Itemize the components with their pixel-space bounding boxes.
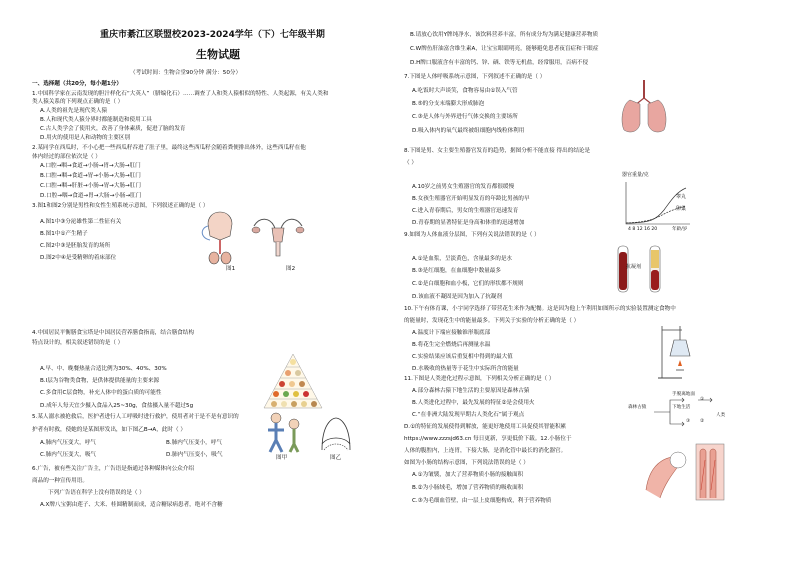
option-a: A.部分森林古猿下地生活的主要原因是森林古猿 [412,388,530,394]
calorimeter-apparatus [652,320,708,382]
small-intestine-diagram [640,440,730,504]
diagram-label: ② [700,419,705,424]
figure-label: 图2 [286,266,296,272]
option-a: A.10岁之前男女生殖器官的发育都很缓慢 [412,184,515,190]
question-stem: 1.中国科学家在云南发现的胆汁样化石“大英人”（腊编化石）……调查了人和类人猿相似的特性、人类起源，有关人类和 [32,91,329,97]
page-title: 重庆市綦江区联盟校2023-2024学年（下）七年级半期 [100,30,325,40]
diaphragm-diagram [318,414,354,454]
option-b: B.将花生完全燃烧后再测量水温 [412,342,491,348]
question-stem: 10.下午有体育课，小宇同学选择了带营花生米作为配餐。这是因为他上午利用如图所示的实验装置测定食物中 [404,306,676,312]
question-stem: 9.如图为人体血液分层图，下列有关说法错误的是（ ） [404,232,540,238]
page-subtitle: 生物试题 [196,48,240,61]
option-a: A.温度计下端应接触锥形瓶底部 [412,330,491,336]
question-stem: 如图为小肠的结构示意图，下列说法错误的是（ ） [404,460,529,466]
option-b: B.人和现代类人猿分界时都能制造和使用工具 [40,117,152,123]
question-stem: 类人猿关系的下列观点正确的是（ ） [32,99,124,105]
diagram-label: ③ [686,419,691,424]
question-stem: 体内经过的部位依次是（ ） [32,154,101,160]
option-b: B.肺内气压变小，呼气 [166,440,222,446]
option-d: D.①的特征的发展使得到解放，能更好地使用工具促使其智能积累 [404,424,567,430]
tube-label: 抗凝剂 [626,264,642,270]
question-stem: 的能量时，发现花生中的能量最多。下列关于实验的分析正确的是（ ） [404,318,580,324]
respiratory-system-diagram [616,78,672,136]
option-d: D.成年人每天宜少摄入食品入25~30g，食盐摄入量不超过5g [40,403,194,409]
option-b: B.女孩生殖器官开始明显发育的年龄比男孩的早 [412,196,530,202]
diagram-label: ① [700,397,705,402]
option-b: B.口腔→咽→食道→胃→小肠→大肠→肛门 [40,173,141,179]
chart-x-title: 年龄/岁 [672,227,688,232]
option-c: C.实验结果应该后重复相中得到的最大值 [412,354,513,360]
option-d: D.水吸收的热量等于花生中实际所含的能量 [412,366,519,372]
option-a: A.口腔→咽→食道→小肠→胃→大肠→肛门 [40,163,141,169]
chart-y-title: 器官重量/克 [622,172,649,178]
chart-x-ticks: 4 8 12 16 20 [628,227,658,232]
question-stem: 11.下图是人类进化过程示意图，下列相关分析正确的是（ ） [404,376,555,382]
question-stem: 8.下图是男、女主要生殖器官发育的趋势，据图分析不能直接 得出的结论是 [404,148,591,154]
option-d: D.用火的使用是人和动物的主要区别 [40,135,130,141]
question-stem: 人体的腹腔内，上连胃，下接大肠，是消化管中最长的消化器官。 [404,448,567,454]
option-c: C.图2中③是胚胎发育的场所 [40,243,111,249]
figure-label: 图1 [226,266,236,272]
male-reproductive-diagram [190,208,250,270]
option-d: D.H牌口服液含有丰富的钙、锌、硒、铁等无机盐，经常服用，百病不侵 [410,60,589,66]
option-b: B.⑤的分支末端膨大形成肺泡 [412,101,485,107]
option-c: C.③是人体与外界进行气体交换的主要场所 [412,114,518,120]
series-label-ovary: 卵巢 [676,206,687,212]
footer-url-line: https://www.zzzsjd63.cn 每日更新，享更低价下载。12.小肠位于 [404,436,572,442]
option-d: D.吸入体内的氧气最终被组细胞内线粒体利用 [412,128,525,134]
option-a: A.人类的祖先是现代类人猿 [40,108,108,114]
option-c: C.W牌鱼肝油富含维生素A，让宝宝眼睛明亮，能够避免患者夜盲症和干眼症 [410,46,599,52]
option-c: C.古人类学会了使用火，改善了身体素质，促进了脑的发育 [40,126,186,132]
option-a: A.吃饭时大声谈笑，食物容易由①误入气管 [412,88,518,94]
question-stem: 4.中国居民平衡膳食宝塔是中国居民营养膳食指南，结合膳食结构 [32,330,194,336]
option-a: A.①是血浆，呈淡黄色，含量最多的是水 [412,256,513,262]
diagram-label: 手脱离地面 [672,392,695,397]
option-d: D.图2中④是受精卵的着床部位 [40,255,117,261]
series-label-testis: 睾丸 [676,194,687,200]
cpr-illustration [258,410,308,454]
option-c: C.进入青春期后，男女的生殖器官迅速发育 [412,208,519,214]
option-a: A.①为皱襞，加大了营养物质小肠的接触面积 [412,472,524,478]
option-c: C.③为毛细血管壁，由一层上皮细胞构成，利于营养物质 [412,498,552,504]
option-a: A.X牌八宝粥由莲子、大米、桂圆精制而成，适合糖尿病患者，绝对不含糖 [40,502,223,508]
question-stem: 3.图1和图2分别是男性和女性生殖系统示意图，下列叙述正确的是（ ） [32,203,209,209]
option-b: B.Ⅰ层为谷物类食物，是供体提供能量的主要来源 [40,378,160,384]
option-d: D.青春期的显著特征是身高和体重的迅速增加 [412,220,525,226]
question-stem: 6.广告，被有些关注广告主，广告语是指通过各种媒体向公众介绍 [32,466,194,472]
question-stem: 7.下图是人体呼吸系统示意图，下列叙述不正确的是（ ） [404,74,546,80]
option-a: A.早、中、晚餐热量合适比例为30%、40%、30% [40,366,167,372]
section-title: 一、选择题（共20分，每小题1分） [32,81,122,87]
diagram-label: 下地生活 [672,405,691,410]
option-b: B.③是红细胞，在血细胞中数量最多 [412,268,501,274]
option-c: C.肺内气压变大，吸气 [40,452,97,458]
option-d: D.口腔→咽→食道→胃→大肠→小肠→肛门 [40,193,142,199]
question-sub: 下列广告语在科学上没有错误的是（ ） [48,490,145,496]
option-b: B.人类进化过程中，最先发展的特征②是会使用火 [412,400,535,406]
option-d: D.该血液不凝固是因为加入了抗凝剂 [412,294,502,300]
option-c: C.“在非洲大陆发现早期古人类化石”属于观点 [412,412,525,418]
exam-info: （考试时间：生物合堂90分钟 满分：50分） [130,70,242,76]
option-a: A.肺内气压变大，呼气 [40,440,96,446]
figure-label: 图乙 [330,455,342,461]
answer-paren: （ ） [404,160,417,166]
question-stem: 商品的一种宣传用语。 [32,478,88,484]
option-c: C.②是白细胞和血小板，它们的形状都不规则 [412,281,524,287]
diagram-label: 人类 [716,413,726,418]
evolution-flow-diagram [640,392,720,432]
figure-label: 图甲 [276,455,288,461]
option-c: C.多食用C层食物，补充人体中的蛋白质的可能性 [40,390,162,396]
option-b: B.②为小肠绒毛，增加了营养物质的吸收面积 [412,485,524,491]
option-b: B.请放心饮用Y牌纯净水，该饮料营养丰富，所有成分均为满足健康营养物质 [410,32,599,38]
option-b: B.图1中①产生精子 [40,231,88,237]
question-stem: 2.某同学在西瓜时，不小心把一些西瓜籽吞进了肚子里，最终这些西瓜籽会随着粪便排出体外，这些西瓜籽在他 [32,145,306,151]
option-a: A.图1中③分泌雄性第二性征有关 [40,219,122,225]
female-reproductive-diagram [250,212,306,262]
food-pyramid-diagram [262,352,324,410]
option-c: C.口腔→咽→肝脏→小肠→胃→大肠→肛门 [40,183,141,189]
organ-growth-chart [620,180,694,230]
option-d: D.肺内气压变小，吸气 [166,452,223,458]
question-stem: 5.某人溺水被抢救后，医护者进行人工呼吸时进行救护，使用者对于是不是有意识的 [32,414,239,420]
diagram-label: 森林古猿 [628,405,647,410]
question-stem: 特点设计的，相关叙述错误的是（ ） [32,340,124,346]
question-stem: 护者有时救，使她的是某图形发出，如下图乙B→A，此时（ ） [32,427,186,433]
